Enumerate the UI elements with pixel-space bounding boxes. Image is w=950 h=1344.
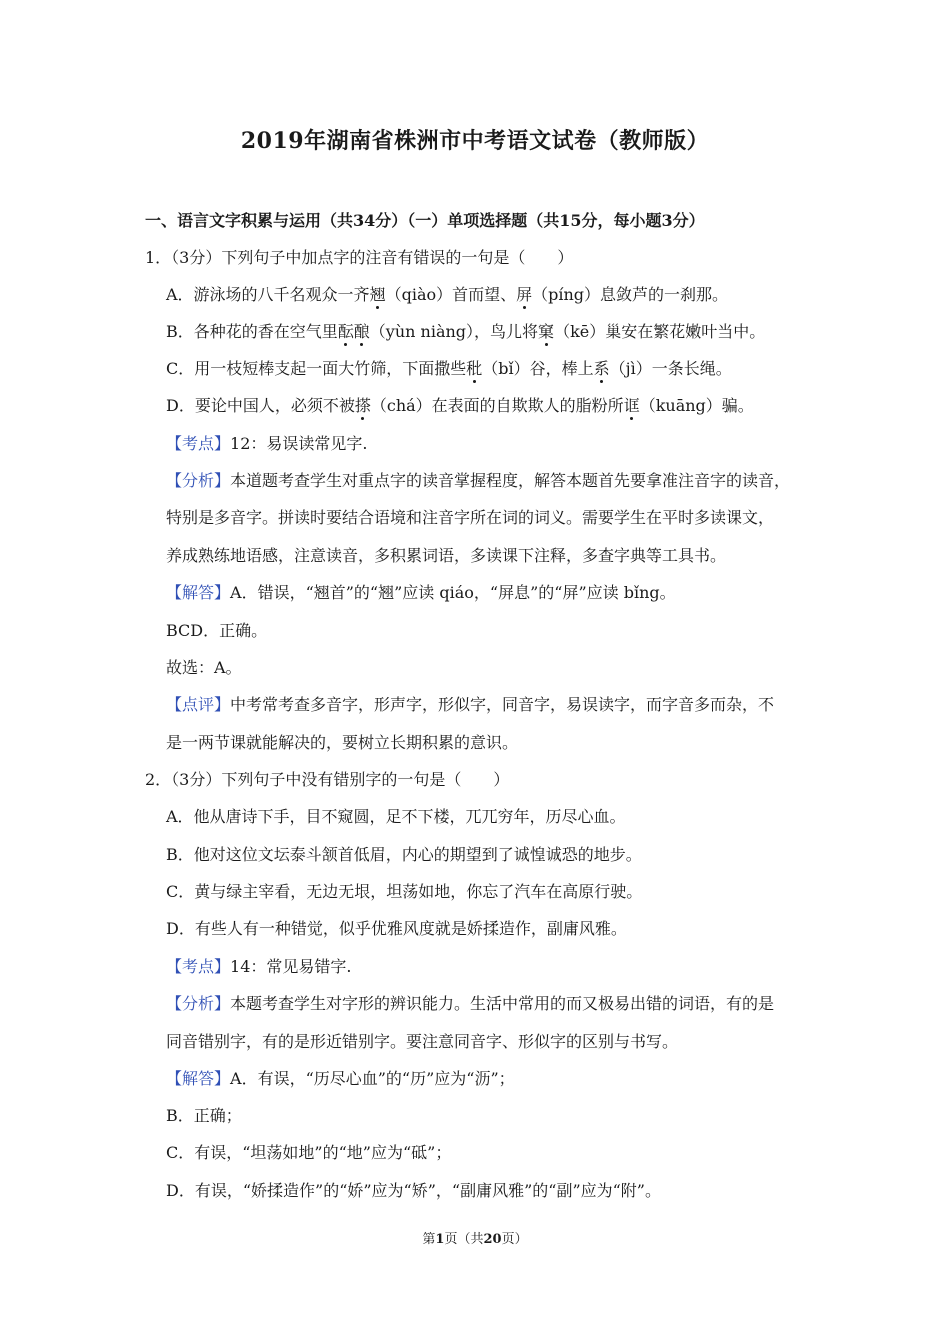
option-text: D．要论中国人，必须不被 [166,396,355,415]
q1-fenxi-line-1 [166,470,790,492]
question-1-option-a [166,284,728,306]
kaodian-tag: 【考点】 [166,957,231,976]
dotted-char: 屏 [516,285,533,304]
option-text: A．游泳场的八千名观众一齐 [166,285,370,304]
footer-text: 第 [422,1232,436,1247]
question-2-option-a: A．他从唐诗下手，目不窥圆，足不下楼，兀兀穷年，历尽心血。 [166,807,626,826]
q2-fenxi-line-2: 同音错别字，有的是形近错别字。要注意同音字、形似字的区别与书写。 [166,1032,679,1051]
fenxi-tag: 【分析】 [166,994,231,1013]
jieda-text: A．错误，“翘首”的“翘”应读 qiáo，“屏息”的“屏”应读 bǐng。 [230,583,676,602]
option-text: （jì）一条长绳。 [609,359,732,378]
option-text: （píng）息敛芦的一刹那。 [532,285,729,304]
dotted-char: 酝 [337,322,354,341]
question-2-option-b: B．他对这位文坛泰斗颔首低眉，内心的期望到了诚惶诚恐的地步。 [166,845,642,864]
footer-text: 页（共 [444,1232,484,1247]
q2-kaodian [166,956,351,978]
q2-fenxi-line-1 [166,993,774,1015]
question-2-stem: 2．（3分）下列句子中没有错别字的一句是（ ） [145,770,510,789]
q1-jieda-line-2: BCD．正确。 [166,621,268,640]
footer-text: 页） [501,1232,528,1247]
q2-jieda-line-4: D．有误，“娇揉造作”的“娇”应为“矫”，“副庸风雅”的“副”应为“附”。 [166,1181,661,1200]
option-text: （qiào）首而望、 [385,285,517,304]
kaodian-text: 14：常见易错字. [230,957,352,976]
option-text: （yùn niàng），鸟儿将 [369,322,539,341]
dianping-tag: 【点评】 [166,695,231,714]
option-text: C．用一枝短棒支起一面大竹筛，下面撒些 [166,359,467,378]
question-2-option-c: C．黄与绿主宰看，无边无垠，坦荡如地，你忘了汽车在高原行驶。 [166,882,643,901]
q1-jieda-line-3: 故选：A。 [166,658,242,677]
kaodian-tag: 【考点】 [166,434,231,453]
question-1-stem: 1．（3分）下列句子中加点字的注音有错误的一句是（ ） [145,248,574,267]
jieda-text: A．有误，“历尽心血”的“历”应为“沥”； [230,1069,515,1088]
page-number: 1 [435,1232,445,1247]
dotted-char: 系 [593,359,610,378]
q1-fenxi-line-3: 养成熟练地语感，注意读音，多积累词语，多读课下注释，多查字典等工具书。 [166,546,727,565]
option-text: （bǐ）谷，棒上 [482,359,594,378]
q1-kaodian [166,433,367,455]
kaodian-text: 12：易误读常见字. [230,434,368,453]
q2-jieda-line-2: B．正确； [166,1106,242,1125]
q1-dianping-line-1 [166,694,774,716]
q1-fenxi-line-2: 特别是多音字。拼读时要结合语境和注音字所在词的词义。需要学生在平时多读课文， [166,508,775,527]
dotted-char: 酿 [353,322,370,341]
q1-dianping-line-2: 是一两节课就能解决的，要树立长期积累的意识。 [166,733,519,752]
jieda-tag: 【解答】 [166,1069,231,1088]
question-1-option-c [166,358,732,380]
dotted-char: 秕 [466,359,483,378]
question-2-option-d: D．有些人有一种错觉，似乎优雅风度就是娇揉造作，副庸风雅。 [166,919,627,938]
fenxi-tag: 【分析】 [166,471,231,490]
jieda-tag: 【解答】 [166,583,231,602]
page-footer [0,1228,950,1247]
fenxi-text: 本题考查学生对字形的辨识能力。生活中常用的而又极易出错的词语，有的是 [230,994,775,1013]
q1-jieda-line-1 [166,582,676,604]
fenxi-text: 本道题考查学生对重点字的读音掌握程度，解答本题首先要拿准注音字的读音， [230,471,791,490]
dotted-char: 翘 [369,285,386,304]
option-text: （chá）在表面的自欺欺人的脂粉所 [370,396,624,415]
option-text: （kē）巢安在繁花嫩叶当中。 [554,322,766,341]
page-title: 2019年湖南省株洲市中考语文试卷（教师版） [240,128,710,154]
dianping-text: 中考常考查多音字，形声字，形似字，同音字，易误读字，而字音多而杂，不 [230,695,775,714]
section-heading: 一、语言文字积累与运用（共34分）（一）单项选择题（共15分，每小题3分） [145,211,705,230]
dotted-char: 窠 [538,322,555,341]
q2-jieda-line-3: C．有误，“坦荡如地”的“地”应为“砥”； [166,1143,452,1162]
option-text: （kuāng）骗。 [639,396,754,415]
question-1-option-b [166,321,765,343]
question-1-option-d [166,395,754,417]
option-text: B．各种花的香在空气里 [166,322,338,341]
dotted-char: 诓 [623,396,640,415]
dotted-char: 搽 [354,396,371,415]
q2-jieda-line-1 [166,1068,515,1090]
page-total: 20 [483,1232,502,1247]
